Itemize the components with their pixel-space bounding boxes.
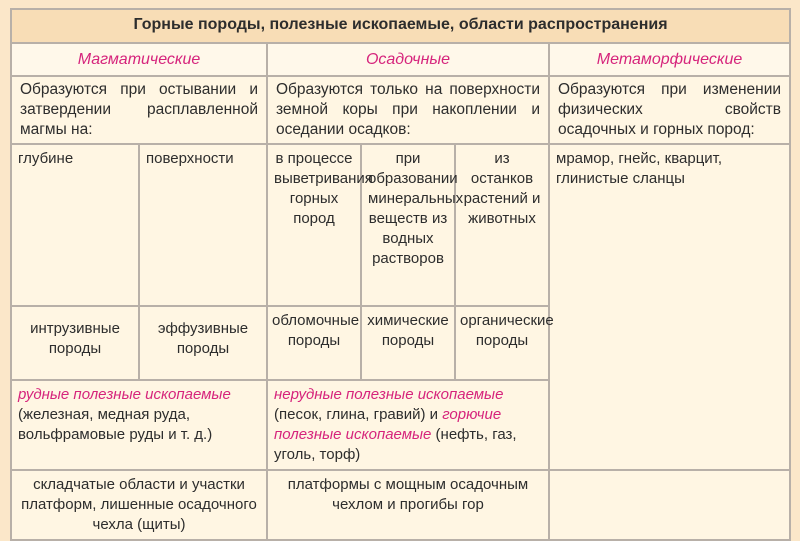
ore-minerals-text: (железная, медная руда, вольфрамовые руды и т. д.) [18, 406, 213, 443]
minerals-sedimentary [267, 380, 549, 470]
condition-depth: глубине [11, 144, 139, 306]
condition-minerals: при образовании минеральных веществ из водных растворов [361, 144, 455, 306]
group-header-metamorphic: Метаморфические [549, 43, 790, 76]
regions-sedimentary: платформы с мощным осадочным чехлом и прогибы гор [267, 470, 549, 540]
group-header-magmatic: Магматические [11, 43, 267, 76]
nonmetal-minerals-text: (песок, глина, гравий) и [274, 406, 443, 423]
group-header-sedimentary: Осадочные [267, 43, 549, 76]
rocks-table [10, 8, 791, 541]
minerals-magmatic [11, 380, 267, 470]
desc-magmatic: Образуются при остывании и затвердении расплавленной магмы на: [11, 76, 267, 144]
fuel-minerals-label: горючие полезные ископаемые [274, 406, 502, 443]
desc-metamorphic: Образуются при изменении физических свойств осадочных и горных пород: [549, 76, 790, 144]
rock-type-intrusive: интрузивные породы [11, 306, 139, 380]
rock-type-clastic: обломочные породы [267, 306, 361, 380]
regions-metamorphic-empty [549, 470, 790, 540]
nonmetal-minerals-label: нерудные полезные ископаемые [274, 386, 504, 403]
desc-sedimentary: Образуются только на поверхности земной коры при накоплении и оседании осадков: [267, 76, 549, 144]
regions-magmatic: складчатые области и участки платформ, лишенные осадочного чехла (щиты) [11, 470, 267, 540]
ore-minerals-label: рудные полезные ископаемые [18, 386, 231, 403]
metamorphic-examples: мрамор, гнейс, кварцит, глинистые сланцы [549, 144, 790, 470]
rock-type-effusive: эффузивные породы [139, 306, 267, 380]
condition-weathering: в процессе выветривания горных пород [267, 144, 361, 306]
rock-type-organic: органические породы [455, 306, 549, 380]
condition-remains: из останков растений и животных [455, 144, 549, 306]
condition-surface: поверхности [139, 144, 267, 306]
fuel-minerals-text: (нефть, газ, уголь, торф) [274, 426, 517, 463]
rock-type-chemical: химические породы [361, 306, 455, 380]
table-title: Горные породы, полезные ископаемые, области распространения [11, 9, 790, 43]
